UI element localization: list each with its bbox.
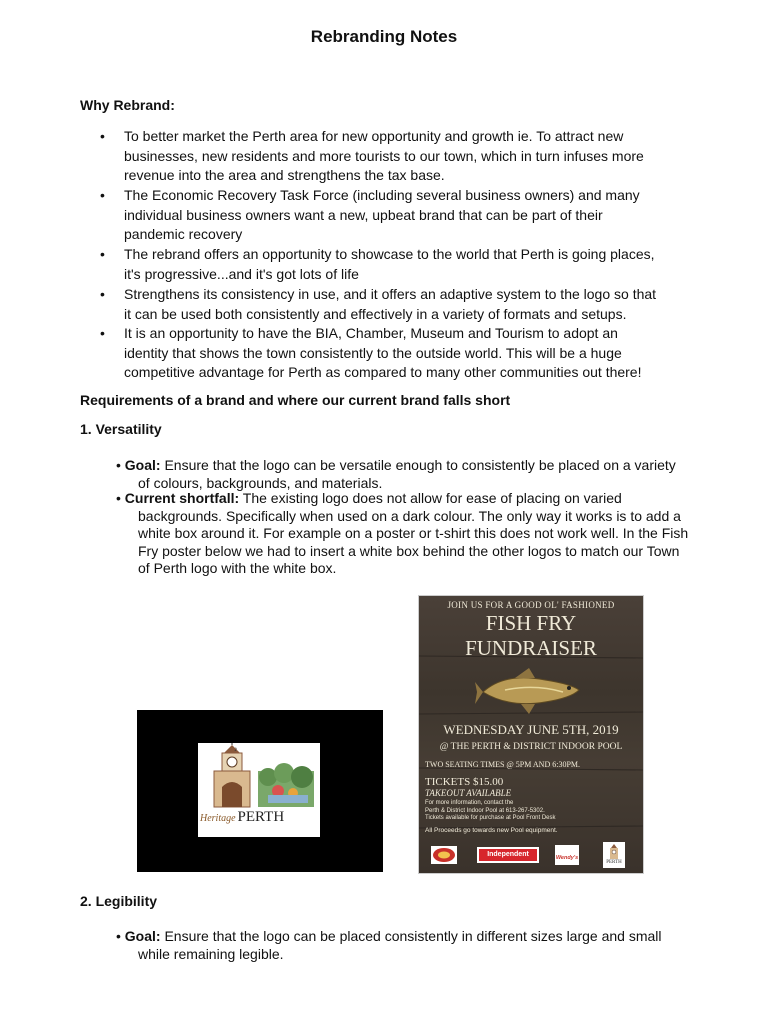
poster-venue: @ THE PERTH & DISTRICT INDOOR POOL (439, 742, 623, 752)
bullet-line: competitive advantage for Perth as compared to many other communities out there! (124, 364, 642, 380)
bullet-line: revenue into the area and strengthens the tax base. (124, 167, 445, 183)
sponsor-logos (427, 842, 635, 868)
sponsor-logo-1 (431, 846, 457, 864)
sponsor-independent-text: Independent (479, 849, 537, 861)
bullet-line: it's progressive...and it's got lots of life (124, 265, 359, 282)
legibility-goal (116, 928, 716, 963)
poster-takeout: TAKEOUT AVAILABLE (425, 788, 512, 798)
bullet-line: It is an opportunity to have the BIA, Chamber, Museum and Tourism to adopt an (124, 325, 618, 341)
bullet-icon: • (100, 325, 105, 341)
clock-tower-illustration-icon (198, 743, 320, 813)
bullet-line: The Economic Recovery Task Force (including several business owners) and many (124, 187, 640, 203)
bullet-line: To better market the Perth area for new opportunity and growth ie. To attract new (124, 128, 624, 144)
goal-text: while remaining legible. (138, 945, 284, 962)
goal-text: Ensure that the logo can be versatile enough to consistently be placed on a variety (160, 457, 676, 473)
poster-info-line: Tickets available for purchase at Pool Front Desk (425, 815, 556, 821)
bullet-icon: • (116, 457, 121, 473)
shortfall-label: Current shortfall: (124, 490, 240, 506)
versatility-heading: 1. Versatility (80, 421, 162, 437)
logo-wordmark (200, 809, 318, 826)
poster-info-line: For more information, contact the (425, 800, 514, 806)
logo-script: Heritage (200, 813, 236, 824)
poster-tickets: TICKETS $15.00 (425, 776, 504, 788)
sponsor-perth (603, 842, 625, 868)
bullet-line: The rebrand offers an opportunity to showcase to the world that Perth is going places, (124, 246, 655, 262)
bullet-line: pandemic recovery (124, 226, 243, 242)
logo-on-black-image (137, 710, 383, 872)
bullet-line: businesses, new residents and more tourists to our town, which in turn infuses more (124, 147, 644, 164)
bullet-icon: • (100, 128, 105, 144)
goal-text: Ensure that the logo can be placed consistently in different sizes large and small (160, 928, 662, 944)
poster-top-line: JOIN US FOR A GOOD OL' FASHIONED (447, 600, 615, 610)
shortfall-text: Fry poster below we had to insert a white box behind the other logos to match our Town (138, 542, 680, 559)
svg-text:♪: ♪ (234, 746, 238, 753)
page-title: Rebranding Notes (310, 27, 458, 46)
sponsor-logo-independent (477, 847, 539, 863)
fish-fry-poster-image (418, 595, 644, 874)
bullet-line: individual business owners want a new, upbeat brand that can be part of their (124, 206, 603, 223)
shortfall-text: backgrounds. Specifically when used on a dark colour. The only way it works is to add a (138, 507, 681, 524)
bullet-icon: • (100, 286, 105, 302)
clock-tower-icon (603, 842, 625, 860)
goal-label: Goal: (124, 928, 161, 944)
bullet-icon: • (100, 187, 105, 203)
poster-info (425, 800, 639, 823)
legibility-heading: 2. Legibility (80, 893, 158, 909)
bullet-line: identity that shows the town consistently to the outside world. This will be a huge (124, 344, 622, 361)
poster-title-1: FISH FRY (485, 611, 577, 635)
requirements-heading: Requirements of a brand and where our current brand falls short (80, 392, 511, 408)
logo-name: PERTH (237, 809, 285, 825)
goal-label: Goal: (124, 457, 161, 473)
logo-white-box (198, 743, 320, 837)
shortfall-text: of Perth logo with the white box. (138, 560, 337, 576)
poster-seating: TWO SEATING TIMES @ 5PM AND 6:30PM. (425, 760, 581, 769)
poster-proceeds: All Proceeds go towards new Pool equipment. (425, 827, 558, 834)
versatility-shortfall (116, 490, 716, 578)
bullet-icon: • (100, 246, 105, 262)
bullet-line: it can be used both consistently and effectively in a variety of formats and setups. (124, 305, 627, 322)
poster-info-line: Perth & District Indoor Pool at 613-267-5302. (425, 807, 545, 814)
why-rebrand-heading: Why Rebrand: (80, 97, 175, 113)
sponsor-emblem-icon (431, 846, 457, 864)
shortfall-text: white box around it. For example on a poster or t-shirt this does not work well. In the Fish (138, 525, 689, 541)
versatility-goal (116, 457, 716, 492)
poster-title-2: FUNDRAISER (465, 636, 597, 660)
shortfall-text: The existing logo does not allow for ease of placing on varied (239, 490, 622, 506)
sponsor-wendys: Wendy's (555, 845, 579, 865)
bullet-icon: • (116, 928, 121, 944)
poster-date: WEDNESDAY JUNE 5TH, 2019 (443, 722, 619, 737)
goal-text: of colours, backgrounds, and materials. (138, 474, 383, 491)
fish-icon (475, 664, 585, 716)
bullet-line: Strengthens its consistency in use, and it offers an adaptive system to the logo so that (124, 286, 657, 302)
bullet-icon: • (116, 490, 121, 506)
sponsor-perth-text: PERTH (606, 860, 622, 865)
